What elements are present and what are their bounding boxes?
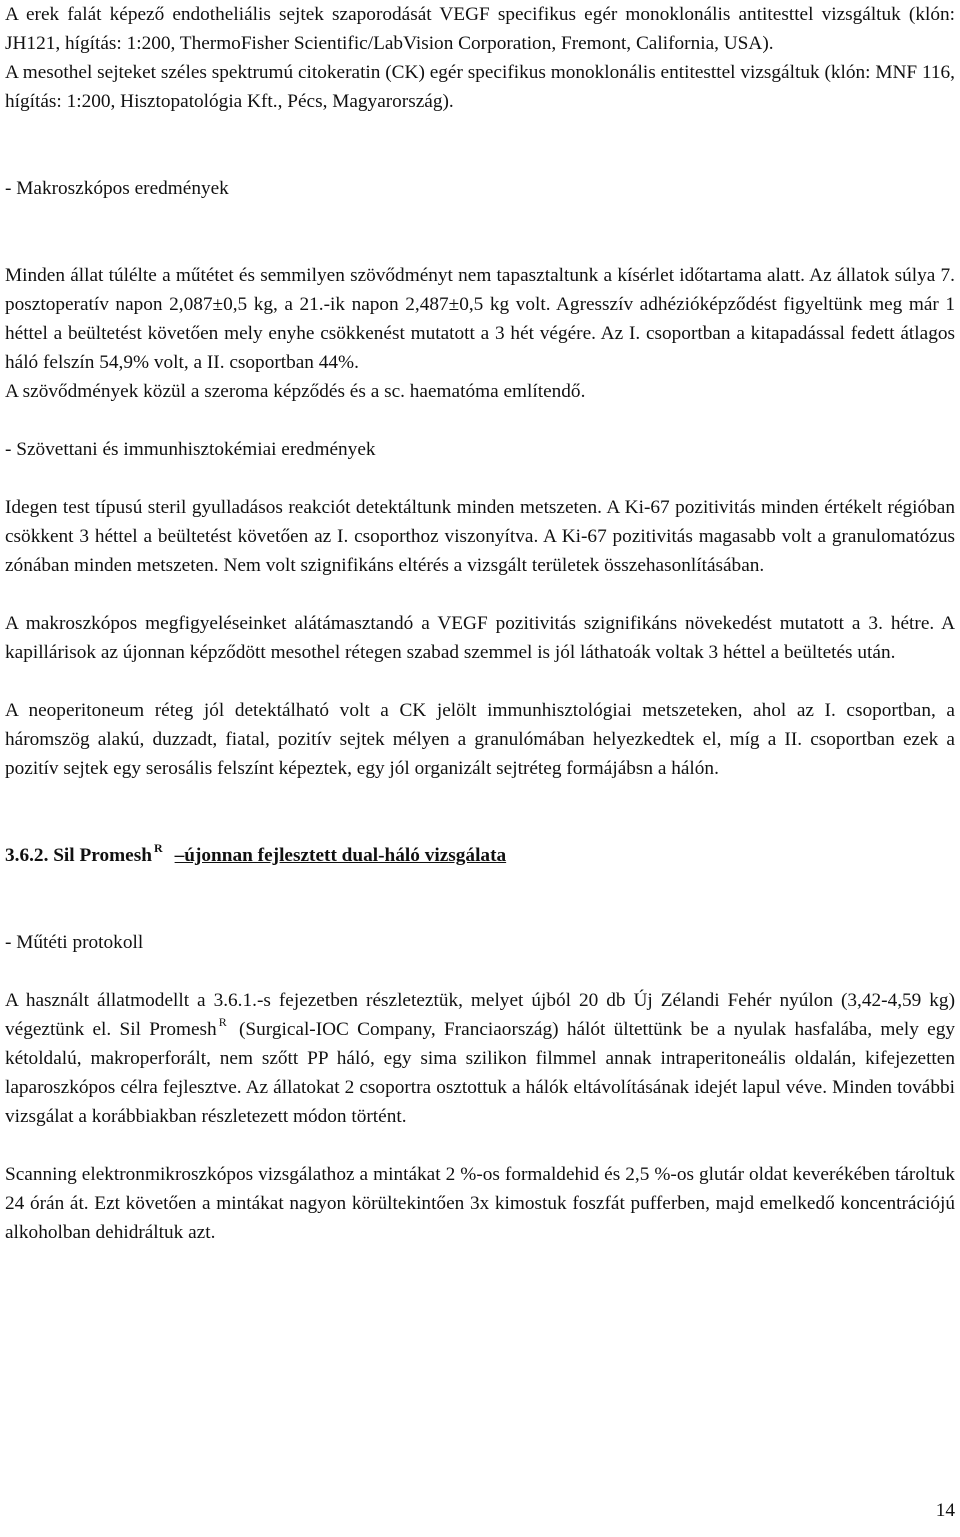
paragraph-macroscopic-results: Minden állat túlélte a műtétet és semmilyen szövődményt nem tapasztaltunk a kísérlet időtartama alatt. Az állatok súlya 7. posztoperatív napon 2,087±0,5 kg, a 21.-ik napon 2,487±0,5 kg volt. Agresszív adhézióképződést figyeltünk meg már 1 héttel a beültetést követően mely enyhe csökkenést mutatott a 3 hét végére. Az I. csoportban a kitapadással fedett átlagos háló felszín 54,9% volt, a II. csoportban 44%. <box>5 265 955 373</box>
section-title-number: 3.6.2. Sil Promesh <box>5 845 152 866</box>
section-title <box>5 841 955 870</box>
paragraph-ck-antibody: A mesothel sejteket széles spektrumú citokeratin (CK) egér specifikus monoklonális entitesttel vizsgáltuk (klón: MNF 116, hígítás: 1:200, Hisztopatológia Kft., Pécs, Magyarország). <box>5 62 955 112</box>
paragraph-surgical-protocol-part2: (Surgical-IOC Company, Franciaország) hálót ültettünk be a nyulak hasfalába, mely egy kétoldalú, makroperforált, nem szőtt PP háló, egy sima szilikon filmmel annak intraperitoneális oldalán, kifejezetten laparoszkópos célra fejlesztve. Az állatokat 2 csoportra osztottuk a hálók eltávolításának idejét lapul véve. Minden további vizsgálat a korábbiakban részletezett módon történt. <box>5 1019 955 1127</box>
paragraph-neoperitoneum: A neoperitoneum réteg jól detektálható volt a CK jelölt immunhisztológiai metszeteken, ahol az I. csoportban, a háromszög alakú, duzzadt, fiatal, pozitív sejtek mélyen a granulómában helyezkedtek el, míg a II. csoportban ezek a pozitív sejtek egy serosális felszínt képeztek, egy jól organizált sejtréteg formájábsn a hálón. <box>5 700 955 779</box>
section-title-rest: –újonnan fejlesztett dual-háló vizsgálata <box>174 845 507 866</box>
paragraph-complications: A szövődmények közül a szeroma képződés és a sc. haematóma említendő. <box>5 381 586 402</box>
registered-mark-2: R <box>218 1015 227 1029</box>
paragraph-vegf-antibody: A erek falát képező endotheliális sejtek szaporodását VEGF specifikus egér monoklonális antitesttel vizsgáltuk (klón: JH121, hígítás: 1:200, ThermoFisher Scientific/LabVision Corporation, Fremont, California, USA). <box>5 4 955 54</box>
document-page <box>5 0 955 1247</box>
paragraph-sem-preparation: Scanning elektronmikroszkópos vizsgálathoz a mintákat 2 %-os formaldehid és 2,5 %-os glutár oldat keverékében tároltuk 24 órán át. Ezt követően a mintákat nagyon körültekintően 3x kimostuk foszfát pufferben, majd emelkedő koncentrációjú alkoholban dehidráltuk azt. <box>5 1164 955 1243</box>
subheading-surgical-protocol: - Műtéti protokoll <box>5 932 144 953</box>
page-number: 14 <box>935 1500 955 1521</box>
paragraph-vegf-results: A makroszkópos megfigyeléseinket alátámasztandó a VEGF pozitivitás szignifikáns növekedést mutatott a 3. hétre. A kapillárisok az újonnan képződött mesothel rétegen szabad szemmel is jól láthatoák voltak 3 héttel a beültetés után. <box>5 613 955 663</box>
paragraph-surgical-protocol-part1: A használt állatmodellt a 3.6.1.-s fejezetben részleteztük, melyet újból 20 db Új Zélandi Fehér nyúlon (3,42-4,59 kg) végeztünk el. Sil Promesh <box>5 990 955 1040</box>
paragraph-histology-results: Idegen test típusú steril gyulladásos reakciót detektáltunk minden metszeten. A Ki-67 pozitivitás minden értékelt régióban csökkent 3 héttel a beültetést követően az I. csoporthoz viszonyítva. A Ki-67 pozitivitás magasabb volt a granulomatózus zónában minden metszeten. Nem volt szignifikáns eltérés a vizsgált területek összehasonlításában. <box>5 497 955 576</box>
subheading-macroscopic-results: - Makroszkópos eredmények <box>5 178 229 199</box>
subheading-histology-results: - Szövettani és immunhisztokémiai eredmények <box>5 439 376 460</box>
paragraph-surgical-protocol <box>5 986 955 1131</box>
registered-mark: R <box>153 841 163 855</box>
